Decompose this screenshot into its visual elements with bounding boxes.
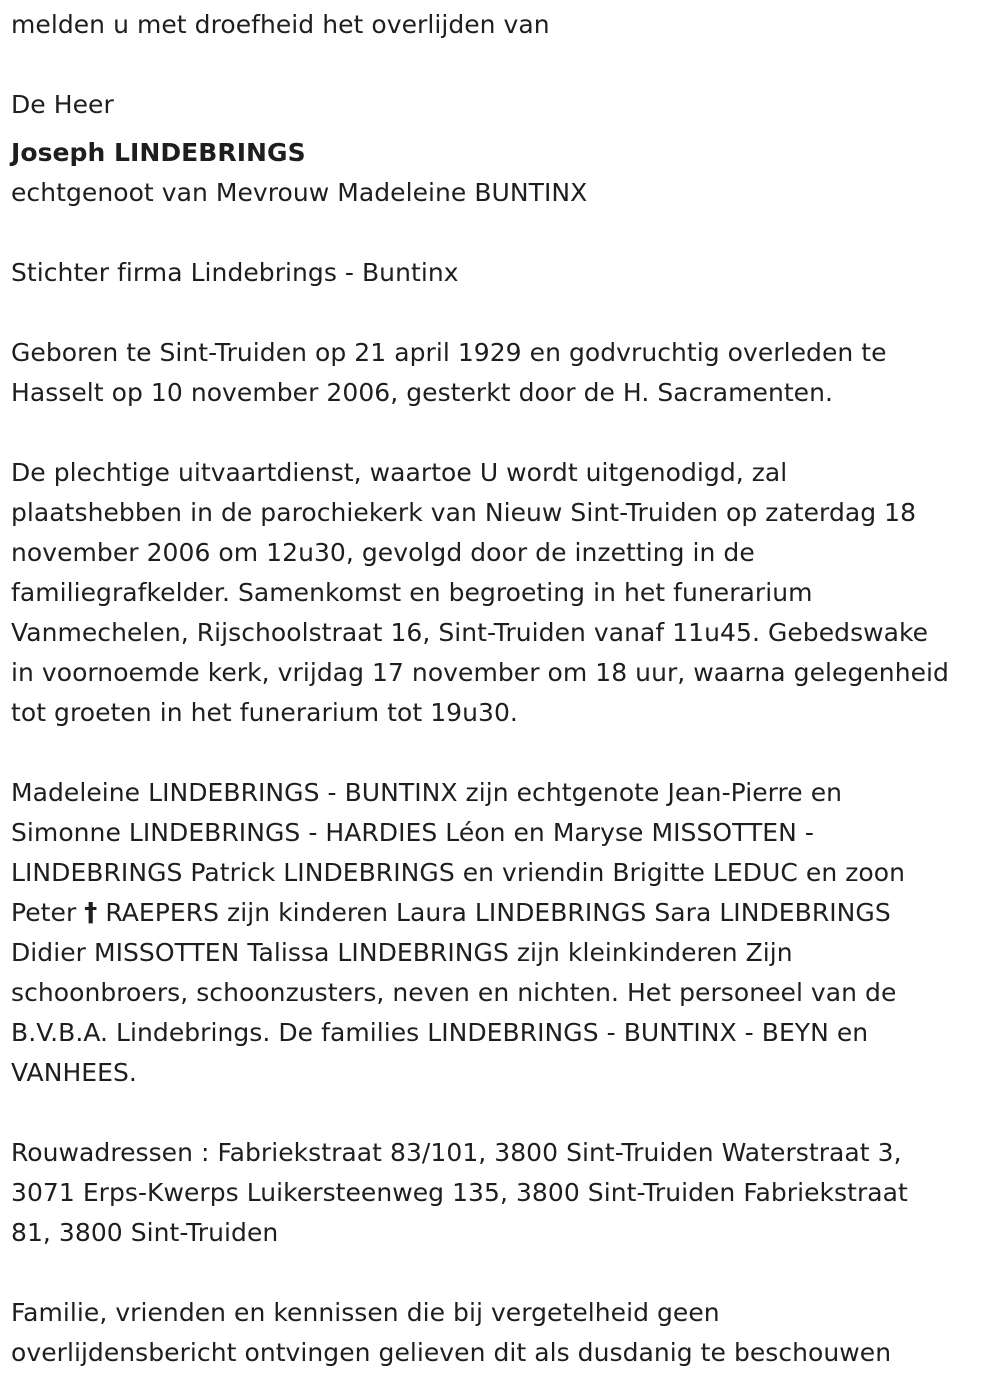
family-text: Peter xyxy=(11,898,85,927)
paragraph-line: in voornoemde kerk, vrijdag 17 november om 18 uur, waarna gelegenheid xyxy=(11,658,949,687)
deceased-founder: Stichter firma Lindebrings - Buntinx xyxy=(11,258,459,287)
paragraph-line: 81, 3800 Sint-Truiden xyxy=(11,1218,279,1247)
paragraph-line: B.V.B.A. Lindebrings. De families LINDEBRINGS - BUNTINX - BEYN en xyxy=(11,1018,869,1047)
paragraph-line xyxy=(11,888,993,928)
spacer xyxy=(11,40,993,80)
funeral-paragraph xyxy=(11,448,993,728)
spacer xyxy=(11,1248,993,1288)
deceased-title: De Heer xyxy=(11,90,114,119)
paragraph-line: Simonne LINDEBRINGS - HARDIES Léon en Maryse MISSOTTEN - xyxy=(11,818,814,847)
obituary-document xyxy=(11,0,993,1368)
deceased-name: Joseph LINDEBRINGS xyxy=(11,138,306,167)
family-paragraph xyxy=(11,768,993,1088)
spacer xyxy=(11,288,993,328)
paragraph-line: Hasselt op 10 november 2006, gesterkt door de H. Sacramenten. xyxy=(11,378,834,407)
paragraph-line: LINDEBRINGS Patrick LINDEBRINGS en vriendin Brigitte LEDUC en zoon xyxy=(11,858,905,887)
spacer xyxy=(11,1088,993,1128)
paragraph-line: Didier MISSOTTEN Talissa LINDEBRINGS zijn kleinkinderen Zijn xyxy=(11,938,793,967)
paragraph-line: Geboren te Sint-Truiden op 21 april 1929 en godvruchtig overleden te xyxy=(11,338,887,367)
paragraph-line: Rouwadressen : Fabriekstraat 83/101, 3800 Sint-Truiden Waterstraat 3, xyxy=(11,1138,902,1167)
paragraph-line: Madeleine LINDEBRINGS - BUNTINX zijn echtgenote Jean-Pierre en xyxy=(11,778,843,807)
spacer xyxy=(11,728,993,768)
paragraph-line: schoonbroers, schoonzusters, neven en nichten. Het personeel van de xyxy=(11,978,897,1007)
family-text: RAEPERS zijn kinderen Laura LINDEBRINGS Sara LINDEBRINGS xyxy=(97,898,891,927)
addresses-paragraph xyxy=(11,1128,993,1248)
paragraph-line: Vanmechelen, Rijschoolstraat 16, Sint-Truiden vanaf 11u45. Gebedswake xyxy=(11,618,929,647)
spacer xyxy=(11,208,993,248)
paragraph-line: VANHEES. xyxy=(11,1058,137,1087)
paragraph-line: 3071 Erps-Kwerps Luikersteenweg 135, 3800 Sint-Truiden Fabriekstraat xyxy=(11,1178,908,1207)
closing-paragraph xyxy=(11,1288,993,1368)
spacer xyxy=(11,408,993,448)
paragraph-line: familiegrafkelder. Samenkomst en begroeting in het funerarium xyxy=(11,578,813,607)
paragraph-line: tot groeten in het funerarium tot 19u30. xyxy=(11,698,518,727)
paragraph-line: overlijdensbericht ontvingen gelieven dit als dusdanig te beschouwen xyxy=(11,1338,892,1367)
birth-death-paragraph xyxy=(11,328,993,408)
deceased-spouse: echtgenoot van Mevrouw Madeleine BUNTINX xyxy=(11,178,588,207)
cross-icon: † xyxy=(84,898,98,928)
paragraph-line: november 2006 om 12u30, gevolgd door de inzetting in de xyxy=(11,538,755,567)
intro-text: melden u met droefheid het overlijden van xyxy=(11,10,550,39)
paragraph-line: plaatshebben in de parochiekerk van Nieuw Sint-Truiden op zaterdag 18 xyxy=(11,498,917,527)
paragraph-line: De plechtige uitvaartdienst, waartoe U wordt uitgenodigd, zal xyxy=(11,458,788,487)
paragraph-line: Familie, vrienden en kennissen die bij vergetelheid geen xyxy=(11,1298,720,1327)
